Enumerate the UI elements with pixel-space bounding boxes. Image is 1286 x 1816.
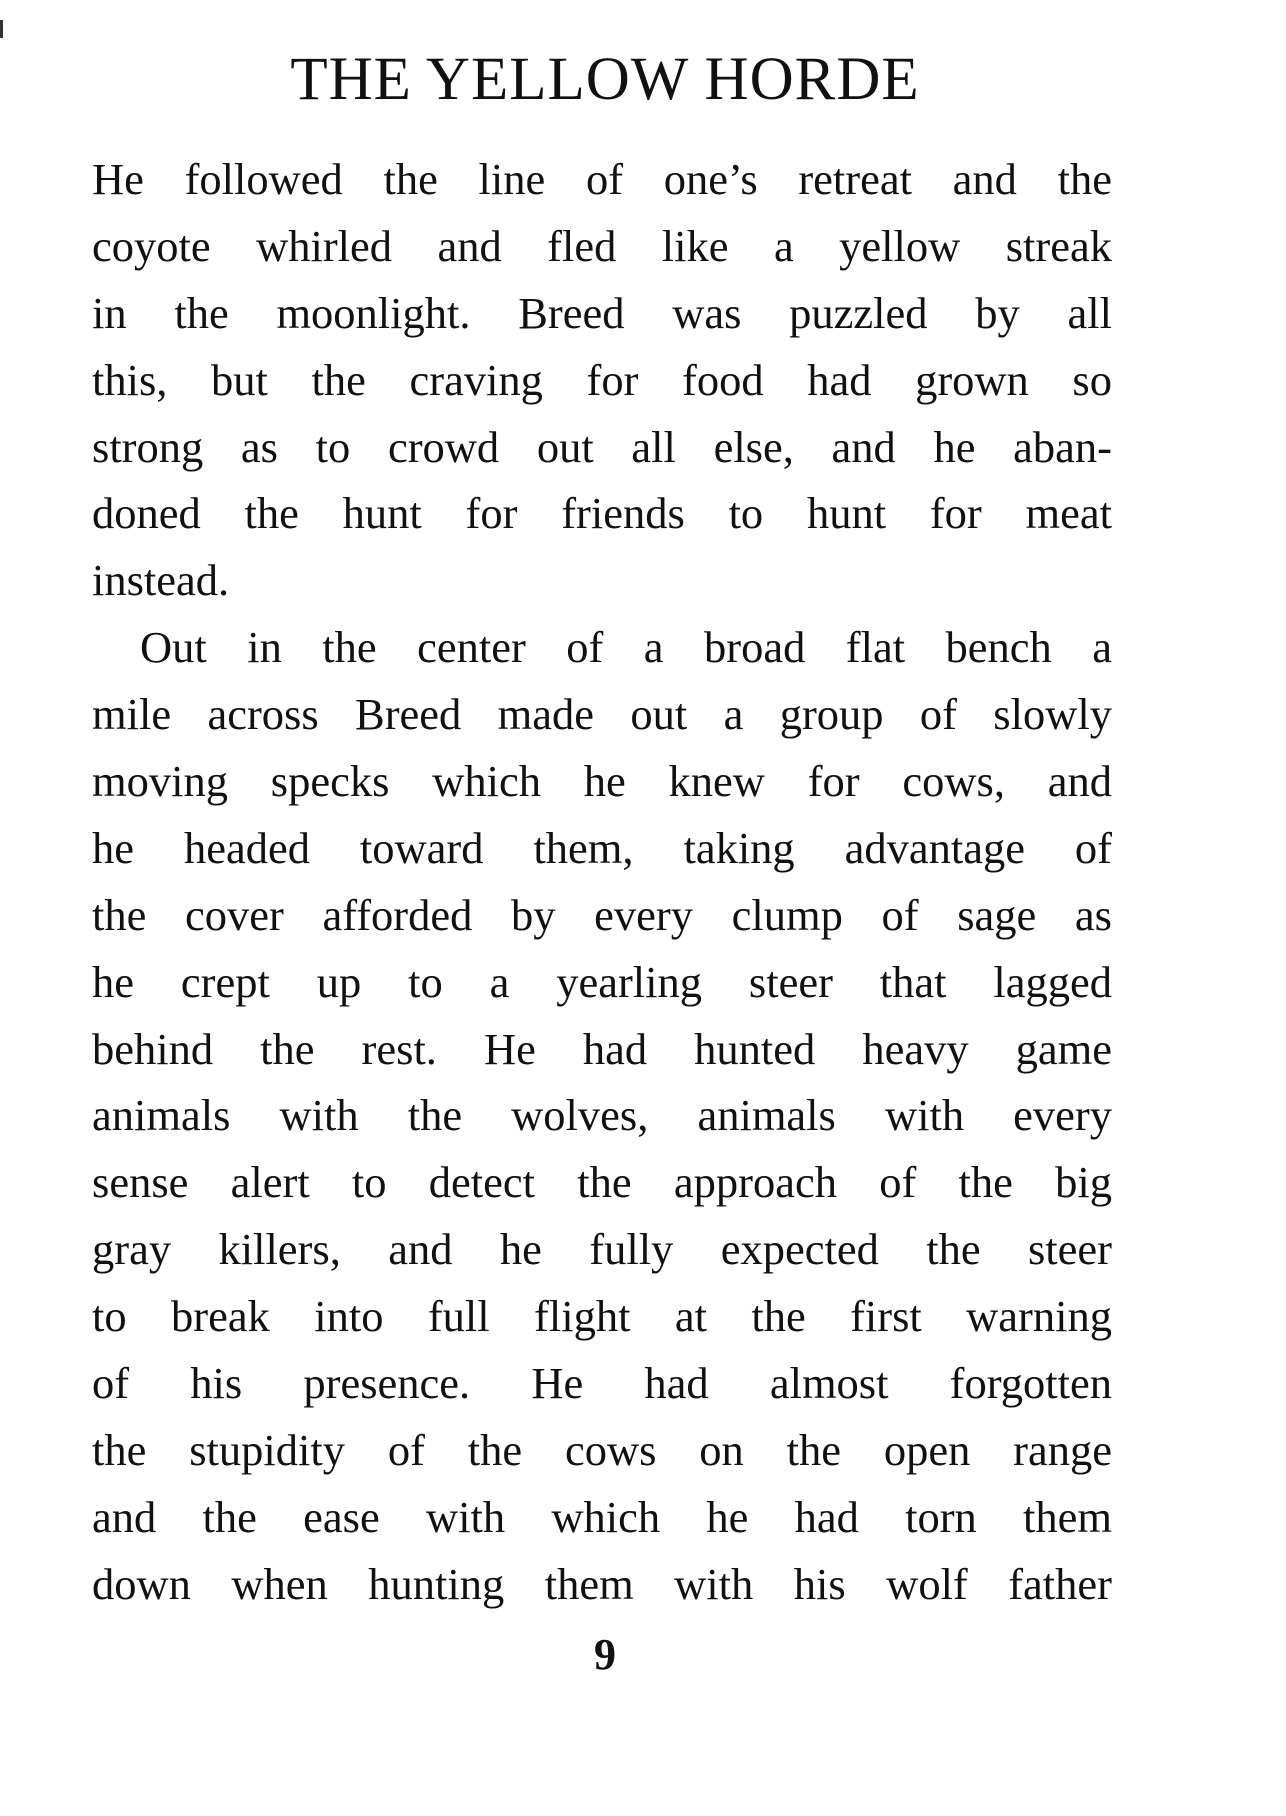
text-line: strong as to crowd out all else, and he aban- xyxy=(92,421,1112,472)
page-number: 9 xyxy=(594,1630,616,1679)
text-line: He followed the line of one’s retreat and the xyxy=(92,154,1112,204)
paragraph-1 xyxy=(92,146,1112,614)
body-text xyxy=(92,146,1112,1618)
paragraph-2 xyxy=(92,614,1112,1617)
text-line: this, but the craving for food had grown so xyxy=(92,354,1112,405)
text-line: animals with the wolves, animals with every xyxy=(92,1090,1112,1141)
margin-mark xyxy=(0,20,3,38)
text-line: sense alert to detect the approach of the big xyxy=(92,1157,1112,1208)
text-line: he headed toward them, taking advantage of xyxy=(92,822,1112,873)
text-line: in the moonlight. Breed was puzzled by all xyxy=(92,287,1112,338)
text-line: coyote whirled and fled like a yellow streak xyxy=(92,220,1112,271)
text-line: mile across Breed made out a group of slowly xyxy=(92,689,1112,740)
running-head: THE YELLOW HORDE xyxy=(290,46,920,113)
text-line: the cover afforded by every clump of sage as xyxy=(92,889,1112,940)
text-line: gray killers, and he fully expected the steer xyxy=(92,1224,1112,1275)
text-line: moving specks which he knew for cows, and xyxy=(92,756,1112,807)
text-line: and the ease with which he had torn them xyxy=(92,1491,1112,1542)
text-line: doned the hunt for friends to hunt for meat xyxy=(92,488,1112,539)
text-line: down when hunting them with his wolf father xyxy=(92,1558,1112,1609)
text-line: instead. xyxy=(92,555,230,606)
text-line: the stupidity of the cows on the open range xyxy=(92,1424,1112,1475)
text-line: of his presence. He had almost forgotten xyxy=(92,1358,1112,1409)
text-line: behind the rest. He had hunted heavy game xyxy=(92,1023,1112,1074)
text-line: Out in the center of a broad flat bench a xyxy=(140,622,1112,673)
text-line: he crept up to a yearling steer that lagged xyxy=(92,956,1112,1007)
text-line: to break into full flight at the first warning xyxy=(92,1291,1112,1342)
